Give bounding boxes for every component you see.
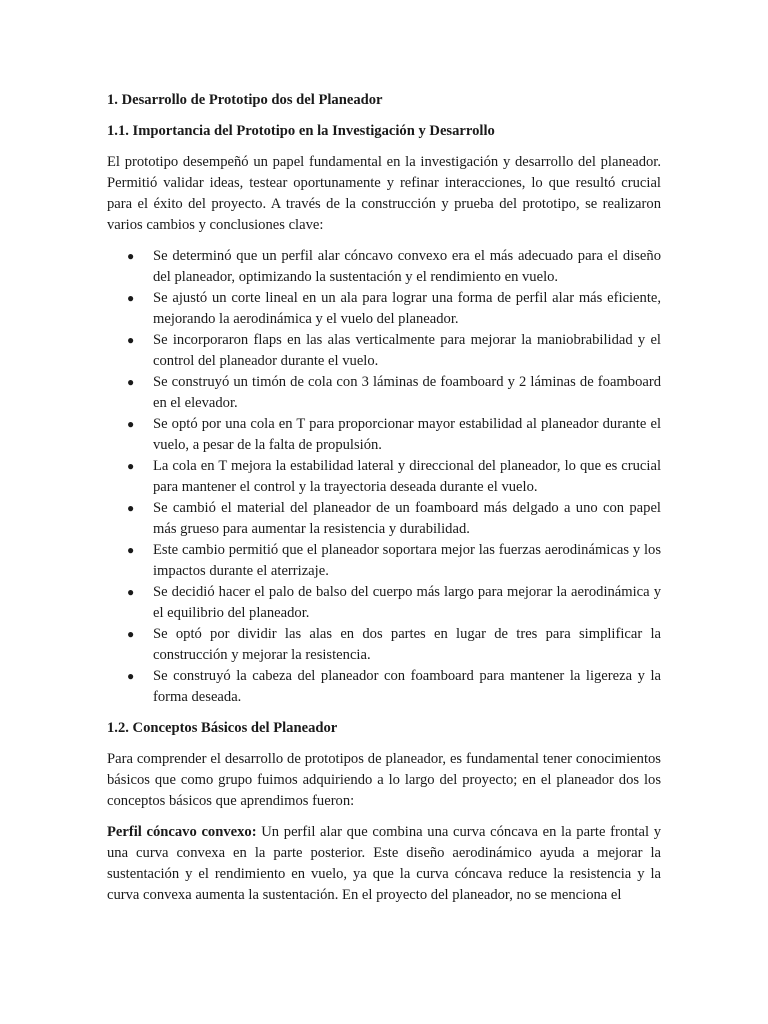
list-item: ● Se cambió el material del planeador de un foamboard más delgado a uno con papel más grueso para aumentar la resistencia y durabilidad. xyxy=(127,500,661,537)
concept-term: Perfil cóncavo convexo: xyxy=(107,824,257,840)
list-item: ● Se decidió hacer el palo de balso del cuerpo más largo para mejorar la aerodinámica y el equilibrio del planeador. xyxy=(127,584,661,621)
list-item: ● Este cambio permitió que el planeador soportara mejor las fuerzas aerodinámicas y los impactos durante el aterrizaje. xyxy=(127,542,661,579)
section-1-2-intro: Para comprender el desarrollo de prototipos de planeador, es fundamental tener conocimientos básicos que como grupo fuimos adquiriendo a lo largo del proyecto; en el planeador dos los conceptos básicos que aprendimos fueron: xyxy=(107,751,661,809)
list-item: ● Se optó por dividir las alas en dos partes en lugar de tres para simplificar la construcción y mejorar la resistencia. xyxy=(127,626,661,663)
bullet-icon: ● xyxy=(127,417,135,431)
bullet-icon: ● xyxy=(127,501,135,515)
section-1-2-heading: 1.2. Conceptos Básicos del Planeador xyxy=(107,720,338,736)
bullet-icon: ● xyxy=(127,249,135,263)
section-1-1-heading: 1.1. Importancia del Prototipo en la Investigación y Desarrollo xyxy=(107,123,495,139)
bullet-icon: ● xyxy=(127,291,135,305)
bullet-icon: ● xyxy=(127,585,135,599)
prototype-changes-list xyxy=(107,246,661,708)
list-item: ● Se incorporaron flaps en las alas verticalmente para mejorar la maniobrabilidad y el control del planeador durante el vuelo. xyxy=(127,332,661,369)
bullet-icon: ● xyxy=(127,375,135,389)
bullet-icon: ● xyxy=(127,627,135,641)
list-item: ● Se construyó la cabeza del planeador con foamboard para mantener la ligereza y la forma deseada. xyxy=(127,668,661,705)
list-item: ● Se optó por una cola en T para proporcionar mayor estabilidad al planeador durante el vuelo, a pesar de la falta de propulsión. xyxy=(127,416,661,453)
bullet-icon: ● xyxy=(127,543,135,557)
section-1-1-intro: El prototipo desempeñó un papel fundamental en la investigación y desarrollo del planeador. Permitió validar ideas, testear oportunamente y refinar interacciones, lo que resultó crucial para el éxito del proyecto. A través de la construcción y prueba del prototipo, se realizaron varios cambios y conclusiones clave: xyxy=(107,154,661,233)
chapter-heading: 1. Desarrollo de Prototipo dos del Planeador xyxy=(107,92,383,108)
bullet-icon: ● xyxy=(127,333,135,347)
document-body xyxy=(107,90,661,916)
bullet-icon: ● xyxy=(127,669,135,683)
concept-text: Un perfil alar que combina una curva cóncava en la parte frontal y una curva convexa en la parte posterior. Este diseño aerodinámico ayuda a mejorar la sustentación y el rendimiento en vuelo, ya que la curva cóncava reduce la resistencia y la curva convexa aumenta la sustentación. En el proyecto del planeador, no se menciona el xyxy=(107,824,661,903)
list-item: ● Se determinó que un perfil alar cóncavo convexo era el más adecuado para el diseño del planeador, optimizando la sustentación y el rendimiento en vuelo. xyxy=(127,248,661,285)
list-item: ● La cola en T mejora la estabilidad lateral y direccional del planeador, lo que es crucial para mantener el control y la trayectoria deseada durante el vuelo. xyxy=(127,458,661,495)
list-item: ● Se ajustó un corte lineal en un ala para lograr una forma de perfil alar más eficiente, mejorando la aerodinámica y el vuelo del planeador. xyxy=(127,290,661,327)
bullet-icon: ● xyxy=(127,459,135,473)
concept-paragraph xyxy=(107,822,661,906)
list-item: ● Se construyó un timón de cola con 3 láminas de foamboard y 2 láminas de foamboard en el elevador. xyxy=(127,374,661,411)
